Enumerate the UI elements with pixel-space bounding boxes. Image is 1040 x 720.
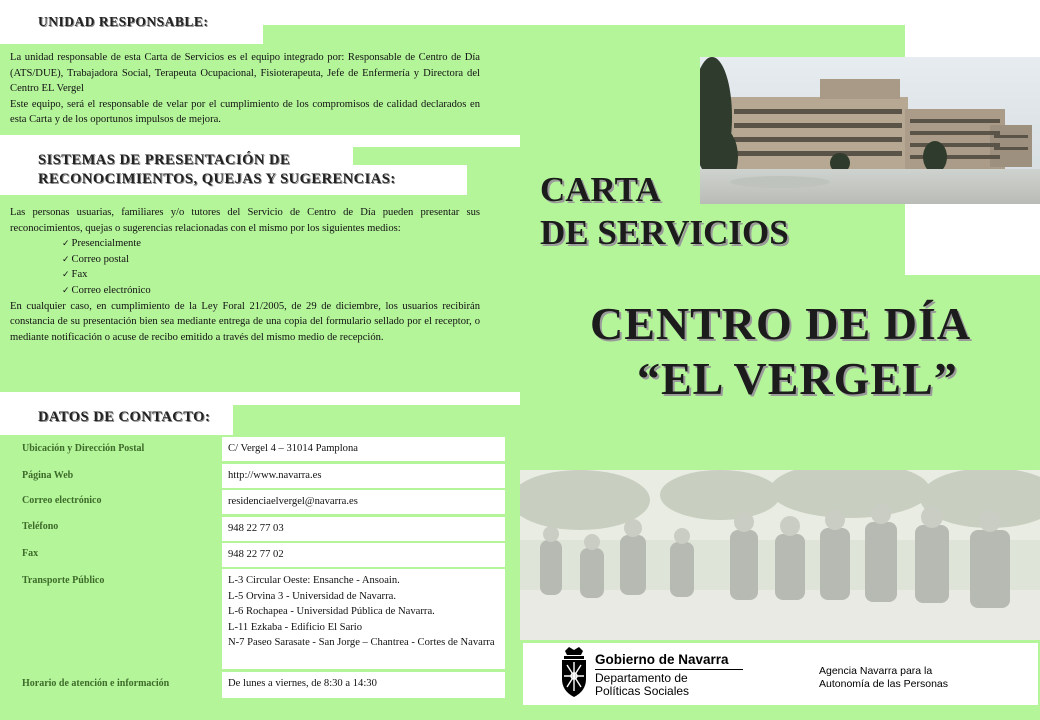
transporte-line: L-6 Rochapea - Universidad Pública de Navarra.	[228, 606, 435, 618]
logo-block	[523, 643, 1038, 705]
medio-item: ✓ Presencialmente	[62, 236, 480, 252]
centro-title-line-2: “EL VERGEL”	[637, 353, 958, 404]
centro-title-line-1: CENTRO DE DÍA	[590, 298, 972, 349]
medio-item: ✓ Correo postal	[62, 252, 480, 268]
contact-label-email: Correo electrónico	[22, 495, 102, 506]
agency-line-2: Autonomía de las Personas	[819, 678, 948, 690]
group-photo	[520, 470, 1040, 640]
dept-line-1: Departamento de	[595, 671, 688, 685]
unidad-heading: UNIDAD RESPONSABLE:	[38, 14, 209, 29]
dept-line-2: Políticas Sociales	[595, 684, 690, 698]
contact-value-direccion: C/ Vergel 4 – 31014 Pamplona	[222, 437, 505, 461]
carta-title-line-1: CARTA	[540, 170, 661, 209]
medio-item: ✓ Fax	[62, 267, 480, 283]
unidad-paragraph-1: La unidad responsable de esta Carta de Servicios es el equipo integrado por: Responsable de Centro de Día (ATS/DUE), Trabajadora Social, Terapeuta Ocupacional, Fisioterapeuta, Jefe de Enfermería y Directora del Centro EL Vergel	[10, 52, 480, 95]
building-photo	[700, 57, 1040, 204]
sistemas-closing: En cualquier caso, en cumplimiento de la Ley Foral 21/2005, de 29 de diciembre, los usuarios recibirán constancia de su presentación bien sea mediante entrega de una copia del formulario sellado por el receptor, o mediante notificación o acuse de recibo emitido a través del mismo medio de recepción.	[10, 300, 480, 343]
contact-label-transporte: Transporte Público	[22, 575, 105, 586]
transporte-line: L-11 Ezkaba - Edificio El Sario	[228, 621, 363, 633]
contacto-heading: DATOS DE CONTACTO:	[38, 409, 211, 425]
medio-item: ✓ Correo electrónico	[62, 283, 480, 299]
transporte-line: L-5 Orvina 3 - Universidad de Navarra.	[228, 590, 396, 602]
sistemas-heading-line-2: RECONOCIMIENTOS, QUEJAS Y SUGERENCIAS:	[38, 171, 396, 187]
gov-name: Gobierno de Navarra	[595, 652, 729, 667]
contact-value-transporte	[222, 569, 505, 669]
contact-label-fax: Fax	[22, 548, 39, 559]
sistemas-intro: Las personas usuarias, familiares y/o tutores del Servicio de Centro de Día pueden presentar sus reconocimientos, quejas o sugerencias relacionadas con el mismo por los siguientes medios:	[10, 207, 480, 234]
contact-value-horario: De lunes a viernes, de 8:30 a 14:30	[222, 672, 505, 698]
unidad-paragraph-2: Este equipo, será el responsable de velar por el cumplimiento de los compromisos de calidad declarados en esta Carta y de los oportunos impulsos de mejora.	[10, 98, 480, 126]
group-photo-image	[520, 470, 1040, 640]
agency-line-1: Agencia Navarra para la	[819, 665, 933, 677]
building-photo-image	[700, 57, 1040, 204]
sistemas-heading-line-1: SISTEMAS DE PRESENTACIÓN DE	[38, 152, 291, 168]
unidad-text	[10, 50, 480, 128]
contact-label-web: Página Web	[22, 470, 74, 481]
logo-divider	[595, 669, 743, 670]
contact-value-telefono: 948 22 77 03	[222, 517, 505, 541]
sistemas-text	[10, 205, 480, 345]
transporte-line: L-3 Circular Oeste: Ensanche - Ansoain.	[228, 575, 400, 586]
contact-value-web[interactable]: http://www.navarra.es	[222, 464, 505, 488]
navarra-coat-of-arms-icon	[559, 647, 589, 699]
transporte-line: N-7 Paseo Sarasate - San Jorge – Chantrea - Cortes de Navarra	[228, 637, 495, 649]
contact-label-direccion: Ubicación y Dirección Postal	[22, 443, 145, 454]
contact-value-email[interactable]: residenciaelvergel@navarra.es	[222, 490, 505, 514]
carta-title-line-2: DE SERVICIOS	[540, 213, 789, 252]
contact-label-telefono: Teléfono	[22, 521, 59, 532]
medios-list	[62, 236, 480, 298]
contact-value-fax: 948 22 77 02	[222, 543, 505, 567]
contact-label-horario: Horario de atención e información	[22, 678, 170, 689]
